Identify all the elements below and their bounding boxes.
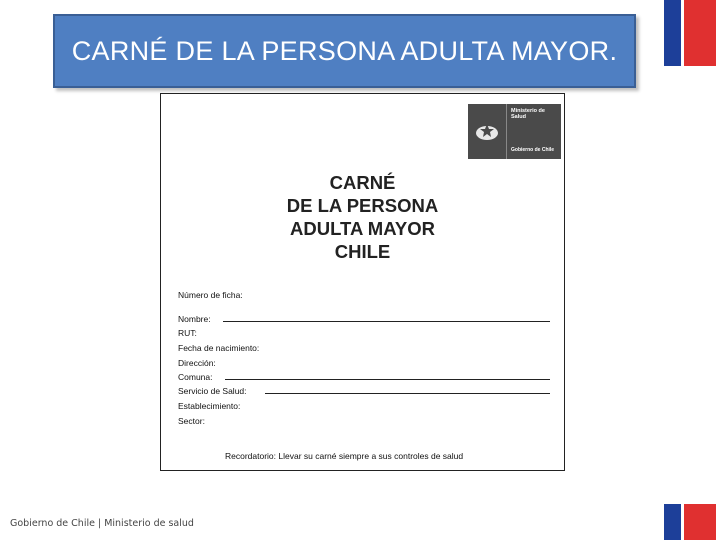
coat-of-arms-icon (474, 122, 500, 142)
senior-card-document (160, 93, 565, 471)
field-commune: Comuna: (178, 372, 213, 382)
field-name: Nombre: (178, 314, 211, 324)
field-establishment: Establecimiento: (178, 401, 241, 411)
field-address: Dirección: (178, 358, 216, 368)
field-commune-line (225, 379, 550, 380)
field-health-service-line (265, 393, 550, 394)
field-file-number: Número de ficha: (178, 290, 243, 300)
card-title-line-4: CHILE (334, 241, 391, 262)
field-sector: Sector: (178, 416, 205, 426)
flag-decoration-bottom (664, 504, 716, 540)
field-birth-date: Fecha de nacimiento: (178, 343, 260, 353)
slide-title: CARNÉ DE LA PERSONA ADULTA MAYOR. (71, 35, 618, 66)
logo-government-text: Gobierno de Chile (511, 147, 555, 153)
slide-title-banner (53, 14, 636, 88)
field-health-service: Servicio de Salud: (178, 386, 247, 396)
field-rut: RUT: (178, 328, 197, 338)
slide-footer: Gobierno de Chile | Ministerio de salud (10, 518, 194, 529)
card-title-line-1: CARNÉ (329, 172, 396, 193)
logo-ministry-text: Ministerio de Salud (511, 108, 545, 120)
card-title-line-2: DE LA PERSONA (286, 195, 439, 216)
card-reminder: Recordatorio: Llevar su carné siempre a sus controles de salud (225, 451, 464, 461)
card-title-line-3: ADULTA MAYOR (290, 218, 435, 239)
flag-decoration-top (664, 0, 716, 66)
field-name-line (223, 321, 550, 322)
ministry-logo (468, 104, 561, 159)
